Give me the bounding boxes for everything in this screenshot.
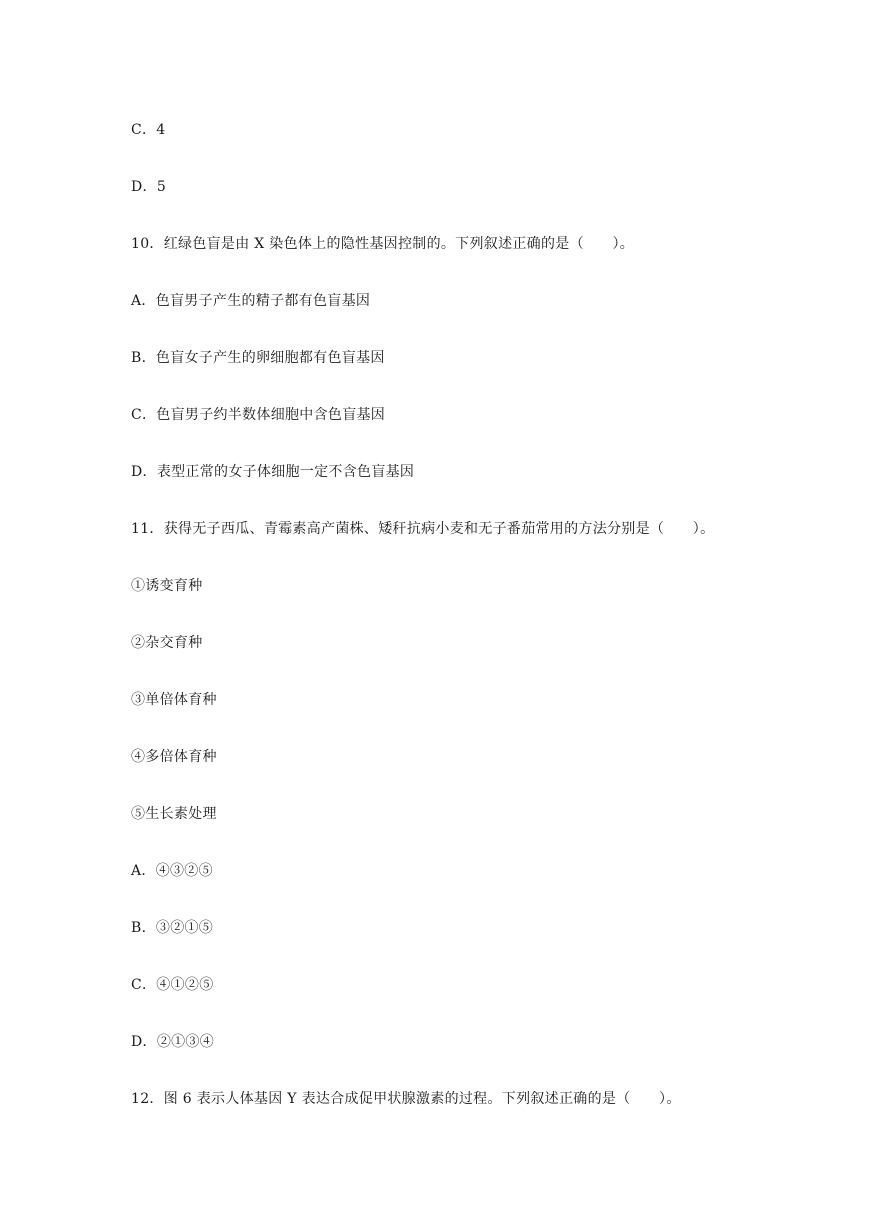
q11-option-c: C．④①②⑤	[131, 977, 214, 993]
q10-option-d: D．表型正常的女子体细胞一定不含色盲基因	[131, 464, 415, 480]
q11-stem: 11．获得无子西瓜、青霉素高产菌株、矮秆抗病小麦和无子番茄常用的方法分别是（ ）。	[131, 521, 715, 537]
q12-stem: 12．图 6 表示人体基因 Y 表达合成促甲状腺激素的过程。下列叙述正确的是（ ）。	[131, 1091, 681, 1107]
q11-method-5: ⑤生长素处理	[131, 806, 217, 822]
q10-stem: 10．红绿色盲是由 X 染色体上的隐性基因控制的。下列叙述正确的是（ ）。	[131, 236, 635, 252]
q10-option-b: B．色盲女子产生的卵细胞都有色盲基因	[131, 350, 385, 366]
q11-option-d: D．②①③④	[131, 1034, 215, 1050]
q11-method-4: ④多倍体育种	[131, 749, 217, 765]
q11-method-3: ③单倍体育种	[131, 692, 217, 708]
q10-option-a: A．色盲男子产生的精子都有色盲基因	[131, 293, 371, 309]
q9-option-c: C．4	[131, 122, 166, 138]
q9-option-d: D．5	[131, 179, 167, 195]
q10-option-c: C．色盲男子约半数体细胞中含色盲基因	[131, 407, 386, 423]
q11-method-2: ②杂交育种	[131, 635, 203, 651]
q11-method-1: ①诱变育种	[131, 578, 203, 594]
q11-option-b: B．③②①⑤	[131, 920, 214, 936]
q11-option-a: A．④③②⑤	[131, 863, 213, 879]
